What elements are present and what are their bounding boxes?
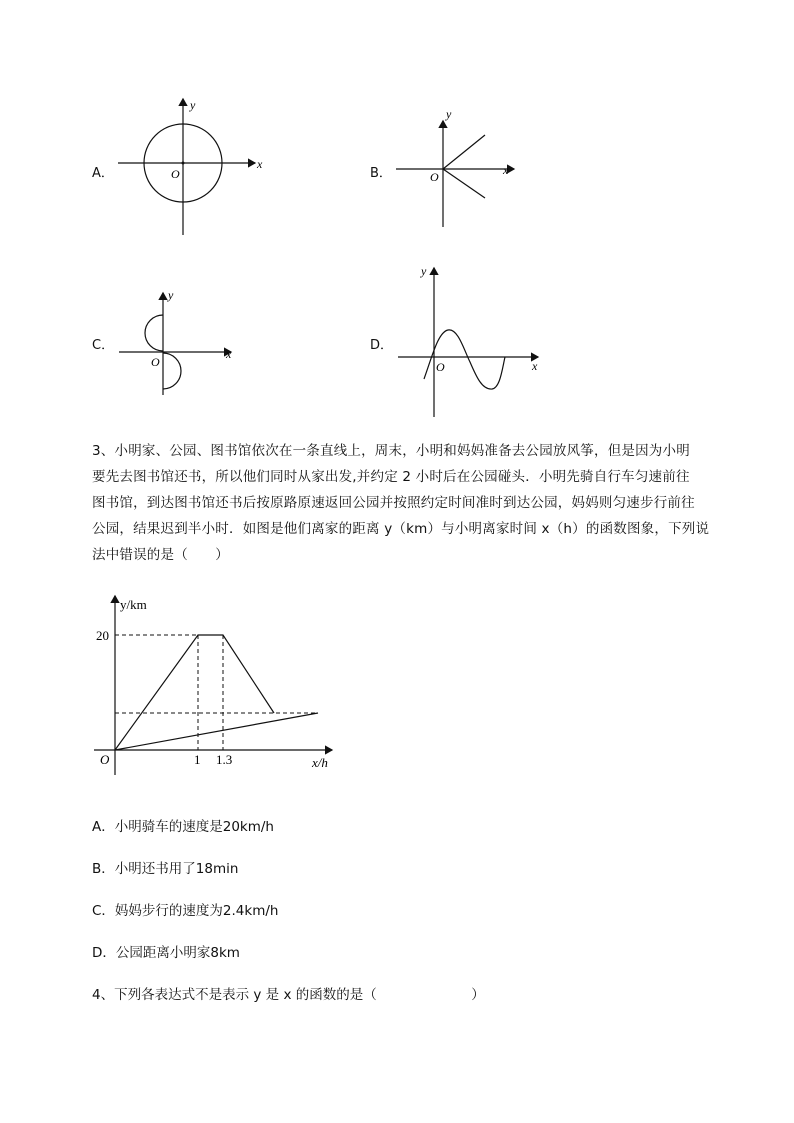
graph-x-tick-13: 1.3 [216, 752, 233, 767]
graph-origin: O [100, 752, 110, 767]
question-3-text [92, 438, 752, 568]
fig-b-x: x [503, 163, 509, 177]
question-4-text: 4、下列各表达式不是表示 y 是 x 的函数的是（ ） [92, 987, 485, 1003]
fig-d-origin: O [436, 360, 445, 374]
fig-d-y: y [421, 264, 427, 278]
graph-y-label: y/km [120, 597, 147, 612]
option-a-label: A． [92, 166, 114, 181]
fig-a-y: y [190, 98, 196, 112]
figure-d-sine [392, 262, 547, 420]
q3-choice-a: A．小明骑车的速度是20km/h [92, 819, 274, 835]
q3-line-1: 3、小明家、公园、图书馆依次在一条直线上，周末，小明和妈妈准备去公园放风筝，但是因为小明 [92, 443, 690, 459]
q3-line-4: 公园，结果迟到半小时．如图是他们离家的距离 y（km）与小明离家时间 x（h）的函数图象，下列说 [92, 521, 710, 537]
q3-line-3: 图书馆，到达图书馆还书后按原路原速返回公园并按照约定时间准时到达公园，妈妈则匀速步行前往 [92, 495, 695, 511]
mom-path [115, 713, 318, 750]
fig-d-x: x [532, 359, 538, 373]
fig-b-origin: O [430, 170, 439, 184]
option-c-label: C． [92, 338, 115, 353]
option-b-label: B． [370, 166, 392, 181]
fig-b-y: y [446, 107, 452, 121]
figure-c-semicircles [115, 285, 240, 400]
fig-c-y: y [168, 288, 174, 302]
distance-time-graph [92, 590, 352, 775]
graph-x-tick-1: 1 [194, 752, 201, 767]
figure-a-circle [110, 95, 270, 240]
graph-x-label: x/h [312, 755, 328, 770]
q3-choice-c: C．妈妈步行的速度为2.4km/h [92, 903, 279, 919]
q3-line-5: 法中错误的是（ ） [92, 547, 229, 563]
option-d-label: D． [370, 338, 394, 353]
fig-a-x: x [257, 157, 263, 171]
fig-c-origin: O [151, 355, 160, 369]
q3-line-2: 要先去图书馆还书，所以他们同时从家出发,并约定 2 小时后在公园碰头．小明先骑自行车匀速前往 [92, 469, 690, 485]
graph-y-tick-20: 20 [96, 628, 109, 643]
q3-choice-b: B．小明还书用了18min [92, 861, 239, 877]
figure-b-rays [390, 105, 530, 230]
fig-c-x: x [226, 347, 232, 361]
q3-choice-d: D．公园距离小明家8km [92, 945, 240, 961]
fig-a-origin: O [171, 167, 180, 181]
xiaoming-path [115, 635, 274, 750]
